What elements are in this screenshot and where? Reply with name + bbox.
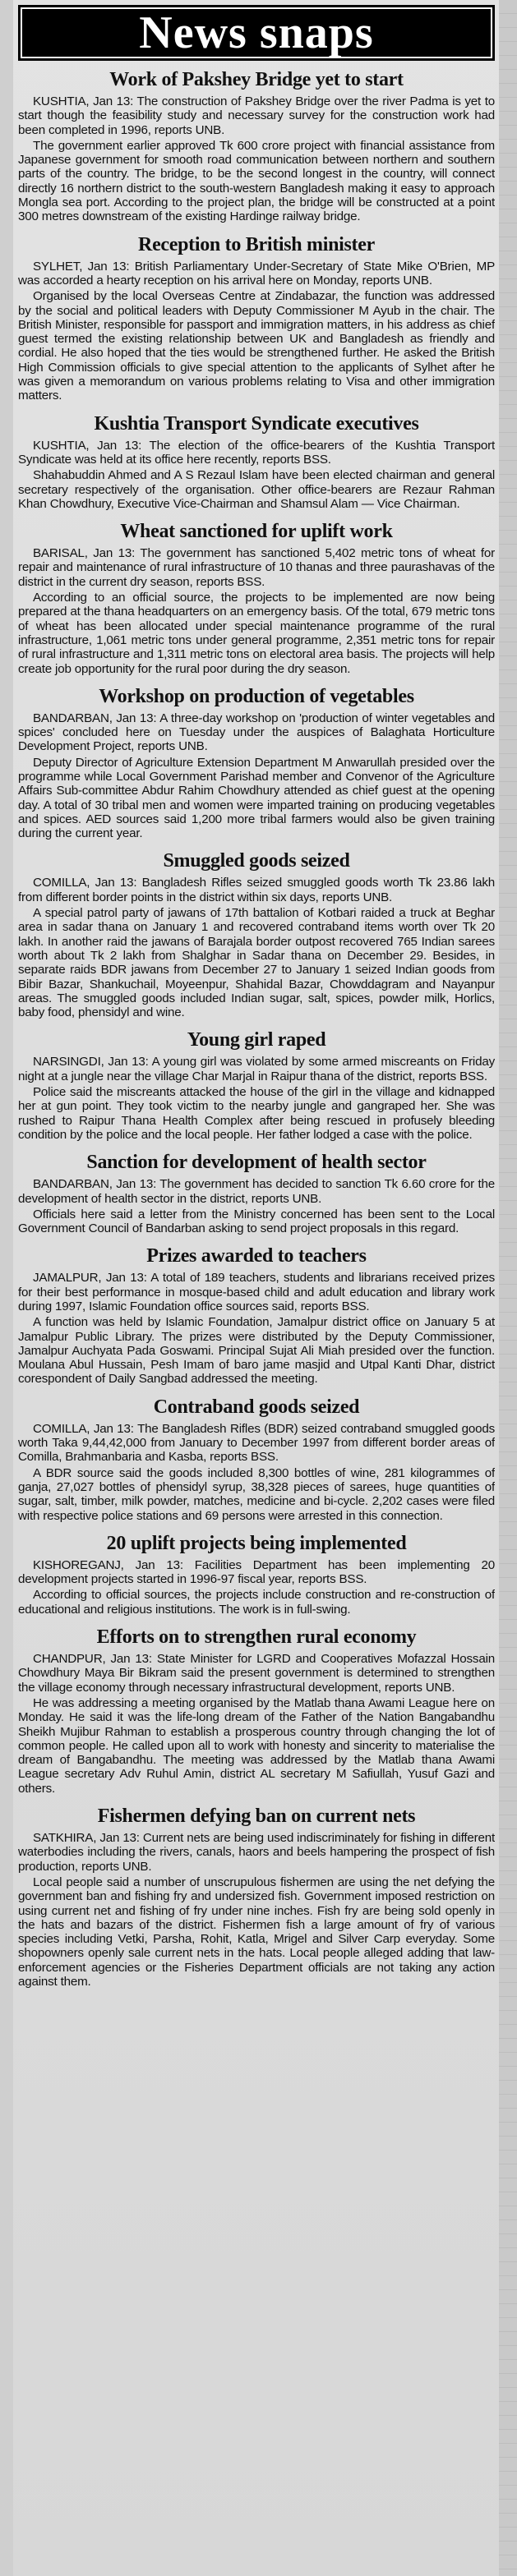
story-paragraph: BARISAL, Jan 13: The government has sanctioned 5,402 metric tons of wheat for repair and maintenance of rural infrastructure of 10 thanas and three paurashavas of the district in the current dry season, reports BSS. [18,546,495,589]
story-vegetables-workshop [18,686,495,841]
story-headline: Sanction for development of health sector [86,1152,427,1174]
story-headline: Workshop on production of vegetables [99,685,414,707]
story-rural-economy [18,1626,495,1796]
story-wheat-sanctioned [18,521,495,676]
story-headline: Efforts on to strengthen rural economy [96,1626,417,1649]
story-headline: Contraband goods seized [153,1396,360,1418]
left-page-margin [0,0,13,2576]
news-column [18,5,495,2568]
story-headline: Reception to British minister [138,233,375,255]
story-paragraph: A special patrol party of jawans of 17th battalion of Kotbari raided a truck at Beghar area in sadar thana on January 1 and recovered contraband items worth over Tk 20 lakh. In another raid the jawans of Barajala border outpost recovered 765 Indian sarees worth about Tk 2 lakh from Shalghar in Sadar thana on December 29. Besides, in separate raids BDR jawans from December 27 to January 1 seized Indian goods from Bibir Bazar, Shankuchail, Moyeenpur, Shahidal Bazar, Chowddagram and Nayanpur areas. The smuggled goods included Indian sugar, salt, spices, powder milk, Horlics, baby food, phensidyl and wine. [18,906,495,1020]
story-paragraph: SYLHET, Jan 13: British Parliamentary Under-Secretary of State Mike O'Brien, MP was accorded a hearty reception on his arrival here on Monday, reports UNB. [18,259,495,288]
masthead-title: News snaps [139,7,374,58]
story-paragraph: Officials here said a letter from the Ministry concerned has been sent to the Local Government Council of Bandarban asking to send project proposals in this regard. [18,1207,495,1236]
story-paragraph: KISHOREGANJ, Jan 13: Facilities Department has been implementing 20 development projects started in 1996-97 fiscal year, reports BSS. [18,1557,495,1587]
story-smuggled-goods [18,850,495,1019]
story-paragraph: BANDARBAN, Jan 13: A three-day workshop on 'production of winter vegetables and spices' concluded here on Tuesday under the auspices of Balaghata Horticulture Development Project, reports UNB. [18,711,495,754]
story-paragraph: He was addressing a meeting organised by the Matlab thana Awami League here on Monday. He said it was the life-long dream of the Father of the Nation Bangabandhu Sheikh Mujibur Rahman to establish a prosperous country through changing the lot of common people. He called upon all to work with honesty and sincerity to materialise the dream of Bangabandhu. The meeting was addressed by the Matlab thana Awami League secretary Adv Ruhul Amin, district AL secretary M Safiullah, Yusuf Gazi and others. [18,1695,495,1796]
story-headline: Wheat sanctioned for uplift work [120,521,393,543]
story-paragraph: NARSINGDI, Jan 13: A young girl was violated by some armed miscreants on Friday night at a jungle near the village Char Marjal in Raipur thana of the district, reports BSS. [18,1055,495,1083]
story-headline: Kushtia Transport Syndicate executives [94,412,419,435]
story-paragraph: Local people said a number of unscrupulous fishermen are using the net defying the government ban and fishing fry and undersized fish. Government imposed restriction on using current net and fishing of fry under nine inches. Fish fry are being sold openly in the hats and bazars of the district. Fishermen fish a large amount of fry of various species including Vetki, Parsha, Rohit, Katla, Mrigel and Silver Carp everyday. Some shopowners openly sale current nets in the hats. Local people alleged adding that law-enforcement agencies or the Fisheries Department officials are not taking any action against them. [18,1874,495,1989]
story-paragraph: Shahabuddin Ahmed and A S Rezaul Islam have been elected chairman and general secretary respectively of the organisation. Other office-bearers are Rezaur Rahman Khan Chowdhury, Executive Vice-Chairman and Shamsul Alam — Vice Chairman. [18,468,495,511]
story-paragraph: Organised by the local Overseas Centre at Zindabazar, the function was addressed by the social and political leaders with Deputy Commissioner M Ayub in the chair. The British Minister, responsible for passport and immigration matters, in his address as chief guest termed the existing relationship between UK and Bangladesh as friendly and cordial. He also hoped that the ties would be strengthened further. He asked the British High Commission officials to give special attention to the applicants of Sylhet after he was given a memorandum on various problems relating to Visa and other immigration matters. [18,289,495,403]
story-headline: Prizes awarded to teachers [146,1245,367,1267]
story-paragraph: According to official sources, the projects include construction and re-construction of educational and religious institutions. The work is in full-swing. [18,1588,495,1617]
story-pakshey-bridge [18,69,495,224]
adjacent-column-edge [499,0,517,2576]
story-paragraph: A function was held by Islamic Foundation, Jamalpur district office on January 5 at Jamalpur Public Library. The prizes were distributed by the Deputy Commissioner, Jamalpur Auchyata Pada Goswami. Principal Sujat Ali Miah presided over the function. Moulana Abul Hussain, Pesh Imam of baro jame masjid and Utpal Kanti Dhar, district corespondent of Daily Sangbad addressed the meeting. [18,1315,495,1387]
story-contraband-goods [18,1396,495,1523]
story-transport-syndicate [18,413,495,511]
story-paragraph: Deputy Director of Agriculture Extension Department M Anwarullah presided over the programme while Local Government Parishad member and Convenor of the Agriculture Affairs Sub-committee Abdur Rahim Chowdhury attended as chief guest at the opening day. A total of 30 tribal men and women were imparted training on producing vegetables and spices. AED sources said 1,200 more tribal farmers would also be given training during the current year. [18,755,495,841]
story-paragraph: KUSHTIA, Jan 13: The election of the office-bearers of the Kushtia Transport Syndicate was held at its office here recently, reports BSS. [18,438,495,467]
story-headline: Work of Pakshey Bridge yet to start [109,69,404,90]
story-headline: 20 uplift projects being implemented [106,1532,407,1554]
story-headline: Smuggled goods seized [163,850,350,872]
story-young-girl [18,1029,495,1142]
masthead-banner [18,5,495,61]
story-uplift-projects [18,1533,495,1617]
story-paragraph: KUSHTIA, Jan 13: The construction of Pakshey Bridge over the river Padma is yet to start though the feasibility study and necessary survey for the construction work had been completed in 1996, reports UNB. [18,94,495,137]
story-paragraph: A BDR source said the goods included 8,300 bottles of wine, 281 kilogrammes of ganja, 27,027 bottles of phensidyl syrup, 38,328 pieces of sarees, huge quantities of sugar, salt, timber, milk powder, matches, medicine and bi-cycle. 2,202 cases were filed with respective police stations and 69 persons were arrested in this connection. [18,1465,495,1523]
story-paragraph: According to an official source, the projects to be implemented are now being prepared at the thana headquarters on an emergency basis. Of the total, 679 metric tons of wheat has been allocated under special maintenance programme of the rural infrastructure, 1,061 metric tons under general programme, 2,351 metric tons for repair of rural infrastructure and 1,311 metric tons on electoral area basis. The projects will help create job opportunity for the rural poor during the dry season. [18,591,495,676]
story-paragraph: COMILLA, Jan 13: Bangladesh Rifles seized smuggled goods worth Tk 23.86 lakh from different border points in the district within six days, reports UNB. [18,876,495,904]
story-headline: Young girl raped [187,1029,326,1051]
story-headline: Fishermen defying ban on current nets [97,1806,416,1828]
story-current-nets [18,1806,495,1989]
story-paragraph: COMILLA, Jan 13: The Bangladesh Rifles (BDR) seized contraband smuggled goods worth Taka 9,44,42,000 from January to December 1997 from different border areas of Comilla, Brahmanbaria and Kasba, reports BSS. [18,1421,495,1465]
story-teacher-prizes [18,1245,495,1386]
story-paragraph: BANDARBAN, Jan 13: The government has decided to sanction Tk 6.60 crore for the development of health sector in the district, reports UNB. [18,1177,495,1206]
story-british-minister [18,234,495,403]
story-paragraph: SATKHIRA, Jan 13: Current nets are being used indiscriminately for fishing in different waterbodies including the rivers, canals, haors and beels hampering the prospect of fish production, reports UNB. [18,1831,495,1874]
story-health-sector [18,1152,495,1235]
story-paragraph: Police said the miscreants attacked the house of the girl in the village and kidnapped her at gun point. They took victim to the nearby jungle and gangraped her. She was rushed to Raipur Thana Health Complex after being rescued in profusely bleeding condition by the police and the local people. Her father lodged a case with the police. [18,1085,495,1142]
story-paragraph: CHANDPUR, Jan 13: State Minister for LGRD and Cooperatives Mofazzal Hossain Chowdhury Maya Bir Bikram said the present government is determined to strengthen the village economy through necessary infrastructural development, reports UNB. [18,1652,495,1695]
story-paragraph: JAMALPUR, Jan 13: A total of 189 teachers, students and librarians received prizes for their best performance in mosque-based child and adult education and library work during 1997, Islamic Foundation office sources said, reports BSS. [18,1271,495,1313]
story-paragraph: The government earlier approved Tk 600 crore project with financial assistance from Japanese government for smooth road communication between northern and southern parts of the country. The bridge, to be the second longest in the country, will connect directly 16 northern district to the south-western Bangladesh making it easy to approach Mongla sea port. According to the project plan, the bridge will be constructed at a point 300 metres downstream of the existing Hardinge railway bridge. [18,138,495,224]
